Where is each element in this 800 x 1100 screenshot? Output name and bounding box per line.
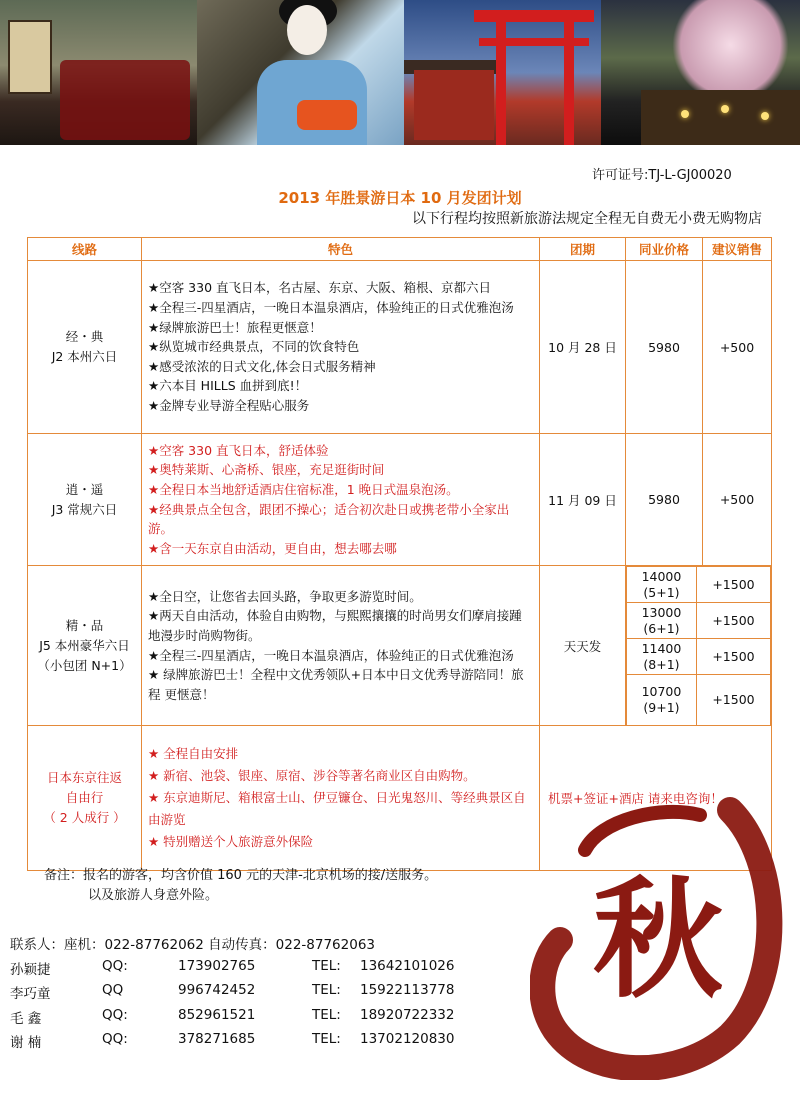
tour-plan-table — [27, 237, 772, 871]
photo-banner — [0, 0, 800, 145]
feature-item: ★六本目 HILLS 血拼到底!！ — [148, 378, 308, 394]
route-cell — [28, 566, 142, 726]
tier-suggest: +1500 — [696, 567, 770, 603]
feature-item: ★全日空，让您省去回头路，争取更多游览时间。 — [148, 588, 422, 604]
feature-item: ★全程三-四星酒店，一晚日本温泉酒店，体验纯正的日式优雅泡汤 — [148, 647, 514, 663]
header-features: 特色 — [142, 238, 540, 261]
contact-name: 孙颖捷 — [10, 961, 51, 978]
page-subtitle: 以下行程均按照新旅游法规定全程无自费无小费无购物店 — [412, 211, 762, 227]
night-street-photo — [601, 0, 800, 145]
tier-price-value: 13000 — [641, 604, 682, 620]
price-tier-row — [627, 603, 771, 639]
route-code: 自由行 — [65, 790, 104, 805]
feature-item: ★ 东京迪斯尼、箱根富士山、伊豆镰仓、日光鬼怒川、等经典景区自由游览 — [148, 790, 526, 827]
feature-item: ★空客 330 直飞日本，名古屋、东京、大阪、箱根、京都六日 — [148, 280, 492, 296]
feature-item: ★ 特别赠送个人旅游意外保险 — [148, 834, 314, 849]
feature-item: ★ 绿牌旅游巴士！全程中文优秀领队+日本中日文优秀导游陪同！旅程 更惬意！ — [148, 667, 524, 702]
feature-item: ★空客 330 直飞日本，舒适体验 — [148, 442, 329, 458]
qq-number: 173902765 — [178, 957, 256, 974]
tel-label: TEL: — [312, 1031, 341, 1047]
tier-price — [627, 675, 697, 726]
feature-item: ★含一天东京自由活动，更自由，想去哪去哪 — [148, 540, 397, 556]
route-note: （ 2 人成行 ） — [43, 810, 126, 825]
price-tier-row — [627, 675, 771, 726]
features-cell — [142, 726, 540, 871]
route-name: 精・品 — [65, 617, 104, 633]
table-row — [28, 434, 772, 566]
tel-number: 18920722332 — [360, 1006, 455, 1023]
qq-number: 996742452 — [178, 982, 256, 998]
qq-label: QQ — [102, 982, 124, 998]
route-cell — [28, 434, 142, 566]
feature-item: ★ 全程自由安排 — [148, 746, 239, 761]
rickshaw-photo — [0, 0, 197, 145]
tier-suggest: +1500 — [696, 675, 770, 726]
feature-item: ★经典景点全包含，跟团不操心；适合初次赴日或携老带小全家出游。 — [148, 501, 510, 537]
feature-item: ★全程日本当地舒适酒店住宿标准，1 晚日式温泉泡汤。 — [148, 481, 459, 497]
tel-number: 13642101026 — [360, 957, 455, 974]
header-price: 同业价格 — [626, 238, 703, 261]
table-header-row — [28, 238, 772, 261]
features-cell — [142, 434, 540, 566]
remark — [44, 866, 437, 906]
price-cell: 5980 — [626, 434, 703, 566]
feature-item: ★金牌专业导游全程贴心服务 — [148, 397, 310, 413]
tier-people: (8+1) — [643, 656, 680, 672]
geisha-photo — [197, 0, 404, 145]
feature-item: ★奥特莱斯、心斋桥、银座，充足逛街时间 — [148, 462, 385, 478]
price-cell: 5980 — [626, 261, 703, 434]
qq-number: 378271685 — [178, 1031, 256, 1047]
tel-label: TEL: — [312, 982, 341, 998]
tier-price — [627, 639, 697, 675]
tel-number: 15922113778 — [360, 982, 455, 998]
route-code: J2 本州六日 — [51, 349, 118, 364]
route-name: 逍・遥 — [65, 481, 104, 497]
route-code: J5 本州豪华六日 — [39, 637, 130, 653]
feature-item: ★全程三-四星酒店，一晚日本温泉酒店，体验纯正的日式优雅泡汤 — [148, 300, 514, 316]
route-name: 经・典 — [65, 329, 104, 344]
feature-item: ★两天自由活动，体验自由购物，与熙熙攘攘的时尚男女们摩肩接踵地漫步时尚购物街。 — [148, 608, 522, 643]
route-cell — [28, 726, 142, 871]
tier-price — [627, 603, 697, 639]
suggest-cell: +500 — [703, 434, 772, 566]
price-tier-table — [626, 566, 771, 725]
tel-label: TEL: — [312, 957, 341, 974]
date-cell: 11 月 09 日 — [540, 434, 626, 566]
features-cell — [142, 261, 540, 434]
tier-suggest: +1500 — [696, 639, 770, 675]
feature-item: ★纵览城市经典景点，不同的饮食特色 — [148, 339, 360, 355]
tier-price-value: 11400 — [641, 640, 682, 656]
remark-line: 以及旅游人身意外险。 — [88, 888, 219, 903]
route-note: （小包团 N+1） — [37, 657, 132, 673]
tier-price — [627, 567, 697, 603]
qq-label: QQ: — [102, 1006, 128, 1023]
contact-name: 谢 楠 — [10, 1035, 42, 1051]
inquiry-cell: 机票+签证+酒店 请来电咨询！ — [540, 726, 772, 871]
seal-character: 秋 — [592, 863, 724, 1016]
feature-item: ★ 新宿、池袋、银座、原宿、涉谷等著名商业区自由购物。 — [148, 768, 476, 783]
feature-item: ★绿牌旅游巴士！旅程更惬意！ — [148, 319, 322, 335]
suggest-cell: +500 — [703, 261, 772, 434]
features-cell — [142, 566, 540, 726]
remark-line: 备注：报名的游客，均含价值 160 元的天津-北京机场的接/送服务。 — [44, 868, 438, 883]
table-row — [28, 261, 772, 434]
qq-label: QQ: — [102, 957, 128, 974]
tier-price-value: 14000 — [641, 568, 682, 584]
header-route: 线路 — [28, 238, 142, 261]
contact-name: 李巧童 — [10, 986, 51, 1002]
tier-people: (9+1) — [643, 700, 680, 715]
route-cell — [28, 261, 142, 434]
date-cell: 10 月 28 日 — [540, 261, 626, 434]
tier-people: (6+1) — [643, 620, 680, 636]
header-suggest: 建议销售 — [703, 238, 772, 261]
tier-price-value: 10700 — [641, 684, 682, 699]
price-tier-row — [627, 567, 771, 603]
page-title: 2013 年胜景游日本 10 月发团计划 — [278, 189, 522, 207]
tel-label: TEL: — [312, 1006, 341, 1023]
feature-item: ★感受浓浓的日式文化,体会日式服务精神 — [148, 358, 376, 374]
price-tier-cell — [626, 566, 772, 726]
autumn-calligraphy-seal — [530, 780, 790, 1080]
price-tier-row — [627, 639, 771, 675]
qq-number: 852961521 — [178, 1006, 256, 1023]
header-date: 团期 — [540, 238, 626, 261]
contact-header-text: 联系人：座机：022-87762062 自动传真：022-87762063 — [10, 937, 375, 953]
qq-label: QQ: — [102, 1031, 128, 1047]
torii-gate-photo — [404, 0, 601, 145]
contact-name: 毛 鑫 — [10, 1010, 42, 1027]
route-code: J3 常规六日 — [51, 501, 118, 517]
tier-people: (5+1) — [643, 584, 680, 600]
date-cell: 天天发 — [540, 566, 626, 726]
tel-number: 13702120830 — [360, 1031, 455, 1047]
route-name: 日本东京往返 — [46, 770, 122, 785]
license-number: 许可证号:TJ-L-GJ00020 — [592, 168, 732, 183]
tier-suggest: +1500 — [696, 603, 770, 639]
table-row — [28, 566, 772, 726]
